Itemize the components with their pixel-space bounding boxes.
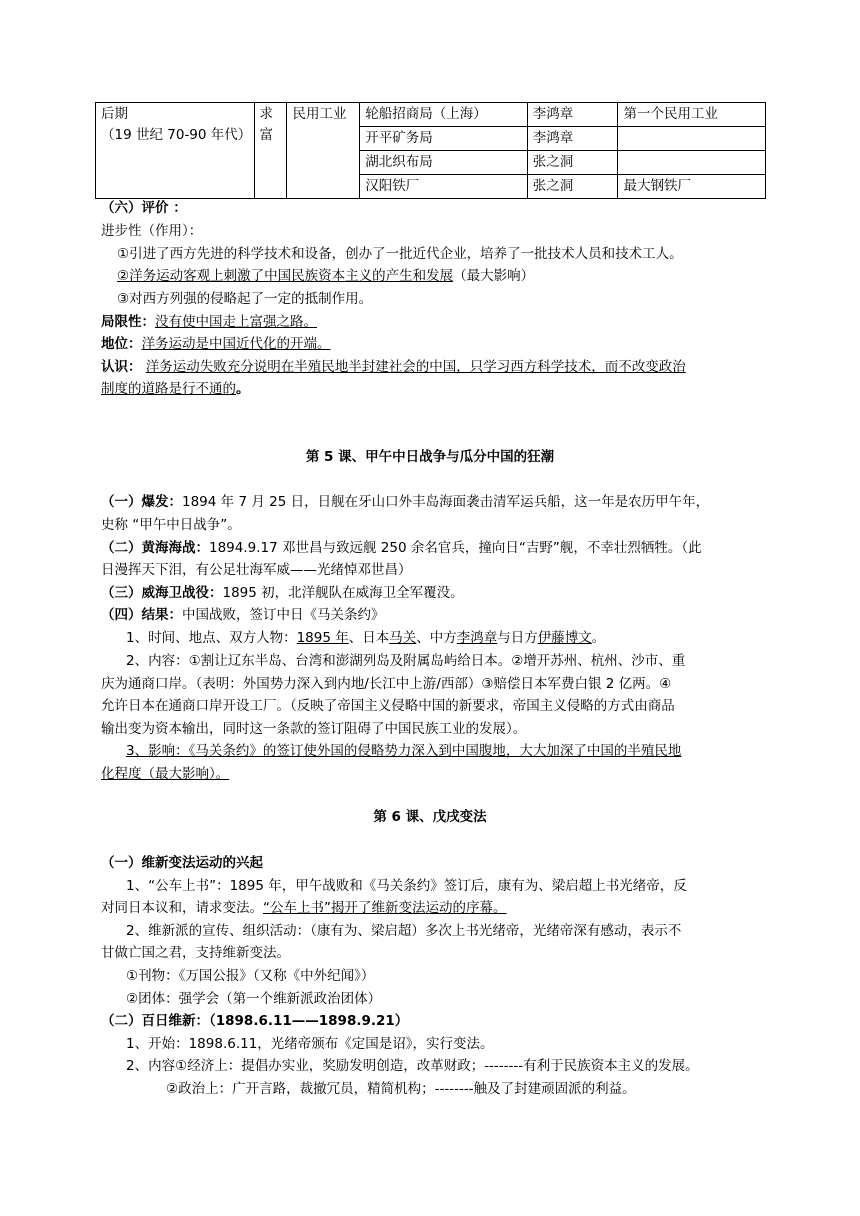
l5-s4-text: 中国战败，签订中日《马关条约》 (182, 607, 385, 623)
progress-point-2-tail: （最大影响） (453, 268, 535, 284)
l6-section-1-heading: （一）维新变法运动的兴起 (101, 855, 263, 871)
eval-heading: （六）评价 ： (101, 200, 187, 216)
knowledge-label: 认识： (101, 359, 142, 375)
progress-point-3: ③对西方列强的侵略起了一定的抵制作用。 (117, 291, 373, 307)
l5-t1-sep2: 、中方 (416, 630, 457, 646)
progress-point-2-main: ②洋务运动客观上刺激了中国民族资本主义的产生和发展 (117, 268, 454, 284)
progress-point-1: ①引进了西方先进的科学技术和设备，创办了一批近代企业，培养了一批技术人员和技术工人。 (117, 246, 683, 262)
l5-s2-label: （二）黄海海战： (101, 540, 209, 556)
table-row (96, 103, 766, 127)
l5-s1-label: （一）爆发： (101, 494, 182, 510)
l6-a2-organization: ②团体：强学会（第一个维新派政治团体） (126, 991, 382, 1007)
l5-s2-text-2: 日漫挥天下泪，有公足壮海军威——光绪悼邓世昌） (101, 562, 412, 578)
knowledge-line-2 (101, 378, 250, 400)
l5-section-4 (101, 604, 385, 626)
enterprise-note (618, 151, 766, 175)
l6-b2: 2、内容①经济上：提倡办实业，奖励发明创造，改革财政；--------有利于民族资本主义的发展。 (126, 1058, 699, 1074)
progress-point-2 (117, 265, 534, 287)
l5-s3-label: （三）威海卫战役： (101, 585, 223, 601)
l5-treaty-content-2: 庆为通商口岸。（表明：外国势力深入到内地/长江中上游/西部）③赔偿日本军费白银 2 亿两。④ (101, 676, 672, 692)
aim-cell: 求富 (254, 103, 287, 199)
limitation-text: 没有使中国走上富强之路。 (155, 314, 317, 330)
l6-a2-line-1: 2、维新派的宣传、组织活动：（康有为、梁启超）多次上书光绪帝，光绪帝深有感动，表示不 (126, 923, 682, 939)
l5-s1-text-2: 史称 “甲午中日战争”。 (101, 517, 241, 533)
lesson5-title: 第 5 课、甲午中日战争与瓜分中国的狂潮 (305, 449, 555, 465)
l5-section-3 (101, 582, 464, 604)
l5-s3-text: 1895 初，北洋舰队在威海卫全军覆没。 (222, 585, 464, 601)
knowledge-end: 。 (236, 381, 250, 397)
l6-a2-publication: ①刊物：《万国公报》（又称《中外纪闻》） (126, 968, 375, 984)
enterprise-name: 轮船招商局（上海） (360, 103, 527, 127)
l6-section-2 (101, 1010, 408, 1032)
l5-section-1 (101, 491, 709, 513)
knowledge-line (101, 356, 686, 378)
l5-treaty-impact-1: 3、影响：《马关条约》的签订使外国的侵略势力深入到中国腹地，大大加深了中国的半殖民地 (126, 743, 682, 759)
l6-s2-dates: （1898.6.11——1898.9.21） (209, 1013, 409, 1029)
l5-t1-sep1: 、日本 (348, 630, 390, 646)
l5-t1-place: 马关 (389, 630, 417, 646)
l5-treaty-time-place (126, 627, 605, 649)
l5-treaty-content-4: 输出变为资本输出，同时这一条款的签订阻碍了中国民族工业的发展）。 (101, 721, 527, 737)
founder: 李鸿章 (527, 127, 618, 151)
l5-t1-sep3: 与日方 (497, 630, 538, 646)
enterprise-note: 第一个民用工业 (618, 103, 766, 127)
l6-a1-line-2 (101, 897, 507, 919)
l6-b1: 1、开始：1898.6.11，光绪帝颁布《定国是诏》，实行变法。 (126, 1036, 494, 1052)
lesson6-title-wrap (0, 806, 860, 828)
progress-label: 进步性（作用）： (101, 223, 203, 239)
founder: 李鸿章 (527, 103, 618, 127)
knowledge-text-2: 制度的道路是行不通的 (101, 381, 236, 397)
l5-t1-year: 1895 年 (296, 630, 349, 646)
knowledge-text-1: 洋务运动失败充分说明在半殖民地半封建社会的中国，只学习西方科学技术，而不改变政治 (145, 359, 686, 375)
status-text: 洋务运动是中国近代化的开端。 (141, 336, 331, 352)
l5-t1-chinese-rep: 李鸿章 (456, 630, 498, 646)
enterprise-note (618, 127, 766, 151)
enterprise-note: 最大钢铁厂 (618, 175, 766, 199)
enterprise-name: 湖北织布局 (360, 151, 527, 175)
l6-a1-underlined: “公车上书”揭开了维新变法运动的序幕。 (263, 900, 507, 916)
l5-s2-text: 1894.9.17 邓世昌与致远舰 250 余名官兵，撞向日“吉野”舰，不幸壮烈牺牲。（此 (209, 540, 702, 556)
l5-treaty-content-1: 2、内容：①割让辽东半岛、台湾和澎湖列岛及附属岛屿给日本。②增开苏州、杭州、沙市、重 (126, 653, 686, 669)
l6-b3: ②政治上：广开言路，裁撤冗员，精简机构；--------触及了封建顽固派的利益。 (166, 1081, 636, 1097)
limitation-line (101, 311, 317, 333)
limitation-label: 局限性： (101, 314, 155, 330)
l6-a1-text: 对同日本议和，请求变法。 (101, 900, 263, 916)
l5-s1-text: 1894 年 7 月 25 日，日舰在牙山口外丰岛海面袭击清军运兵船，这一年是农历甲午年， (182, 494, 710, 510)
founder: 张之洞 (527, 175, 618, 199)
enterprise-name: 汉阳铁厂 (360, 175, 527, 199)
status-label: 地位： (101, 336, 142, 352)
l6-a1-line-1: 1、“公车上书”：1895 年，甲午战败和《马关条约》签订后，康有为、梁启超上书光绪帝，反 (126, 878, 687, 894)
type-cell: 民用工业 (287, 103, 360, 199)
l5-treaty-impact-2: 化程度（最大影响）。 (101, 766, 230, 782)
period-years: （19 世纪 70-90 年代） (101, 127, 252, 143)
l5-t1-end: 。 (591, 630, 606, 646)
enterprise-name: 开平矿务局 (360, 127, 527, 151)
l5-t1-japanese-rep: 伊藤博文 (537, 630, 592, 646)
founder: 张之洞 (527, 151, 618, 175)
l5-treaty-content-3: 允许日本在通商口岸开设工厂。（反映了帝国主义侵略中国的新要求，帝国主义侵略的方式由商品 (101, 698, 675, 714)
l5-s4-label: （四）结果： (101, 607, 182, 623)
yangwu-enterprise-table (95, 102, 766, 199)
period-cell (96, 103, 255, 199)
l5-section-2 (101, 537, 702, 559)
period-label: 后期 (101, 106, 128, 122)
status-line (101, 333, 331, 355)
l6-s2-label: （二）百日维新： (101, 1013, 209, 1029)
l5-t1-label: 1、时间、地点、双方人物： (126, 630, 297, 646)
l6-a2-line-2: 甘做亡国之君，支持维新变法。 (101, 945, 290, 961)
lesson6-title: 第 6 课、戊戌变法 (373, 809, 487, 825)
